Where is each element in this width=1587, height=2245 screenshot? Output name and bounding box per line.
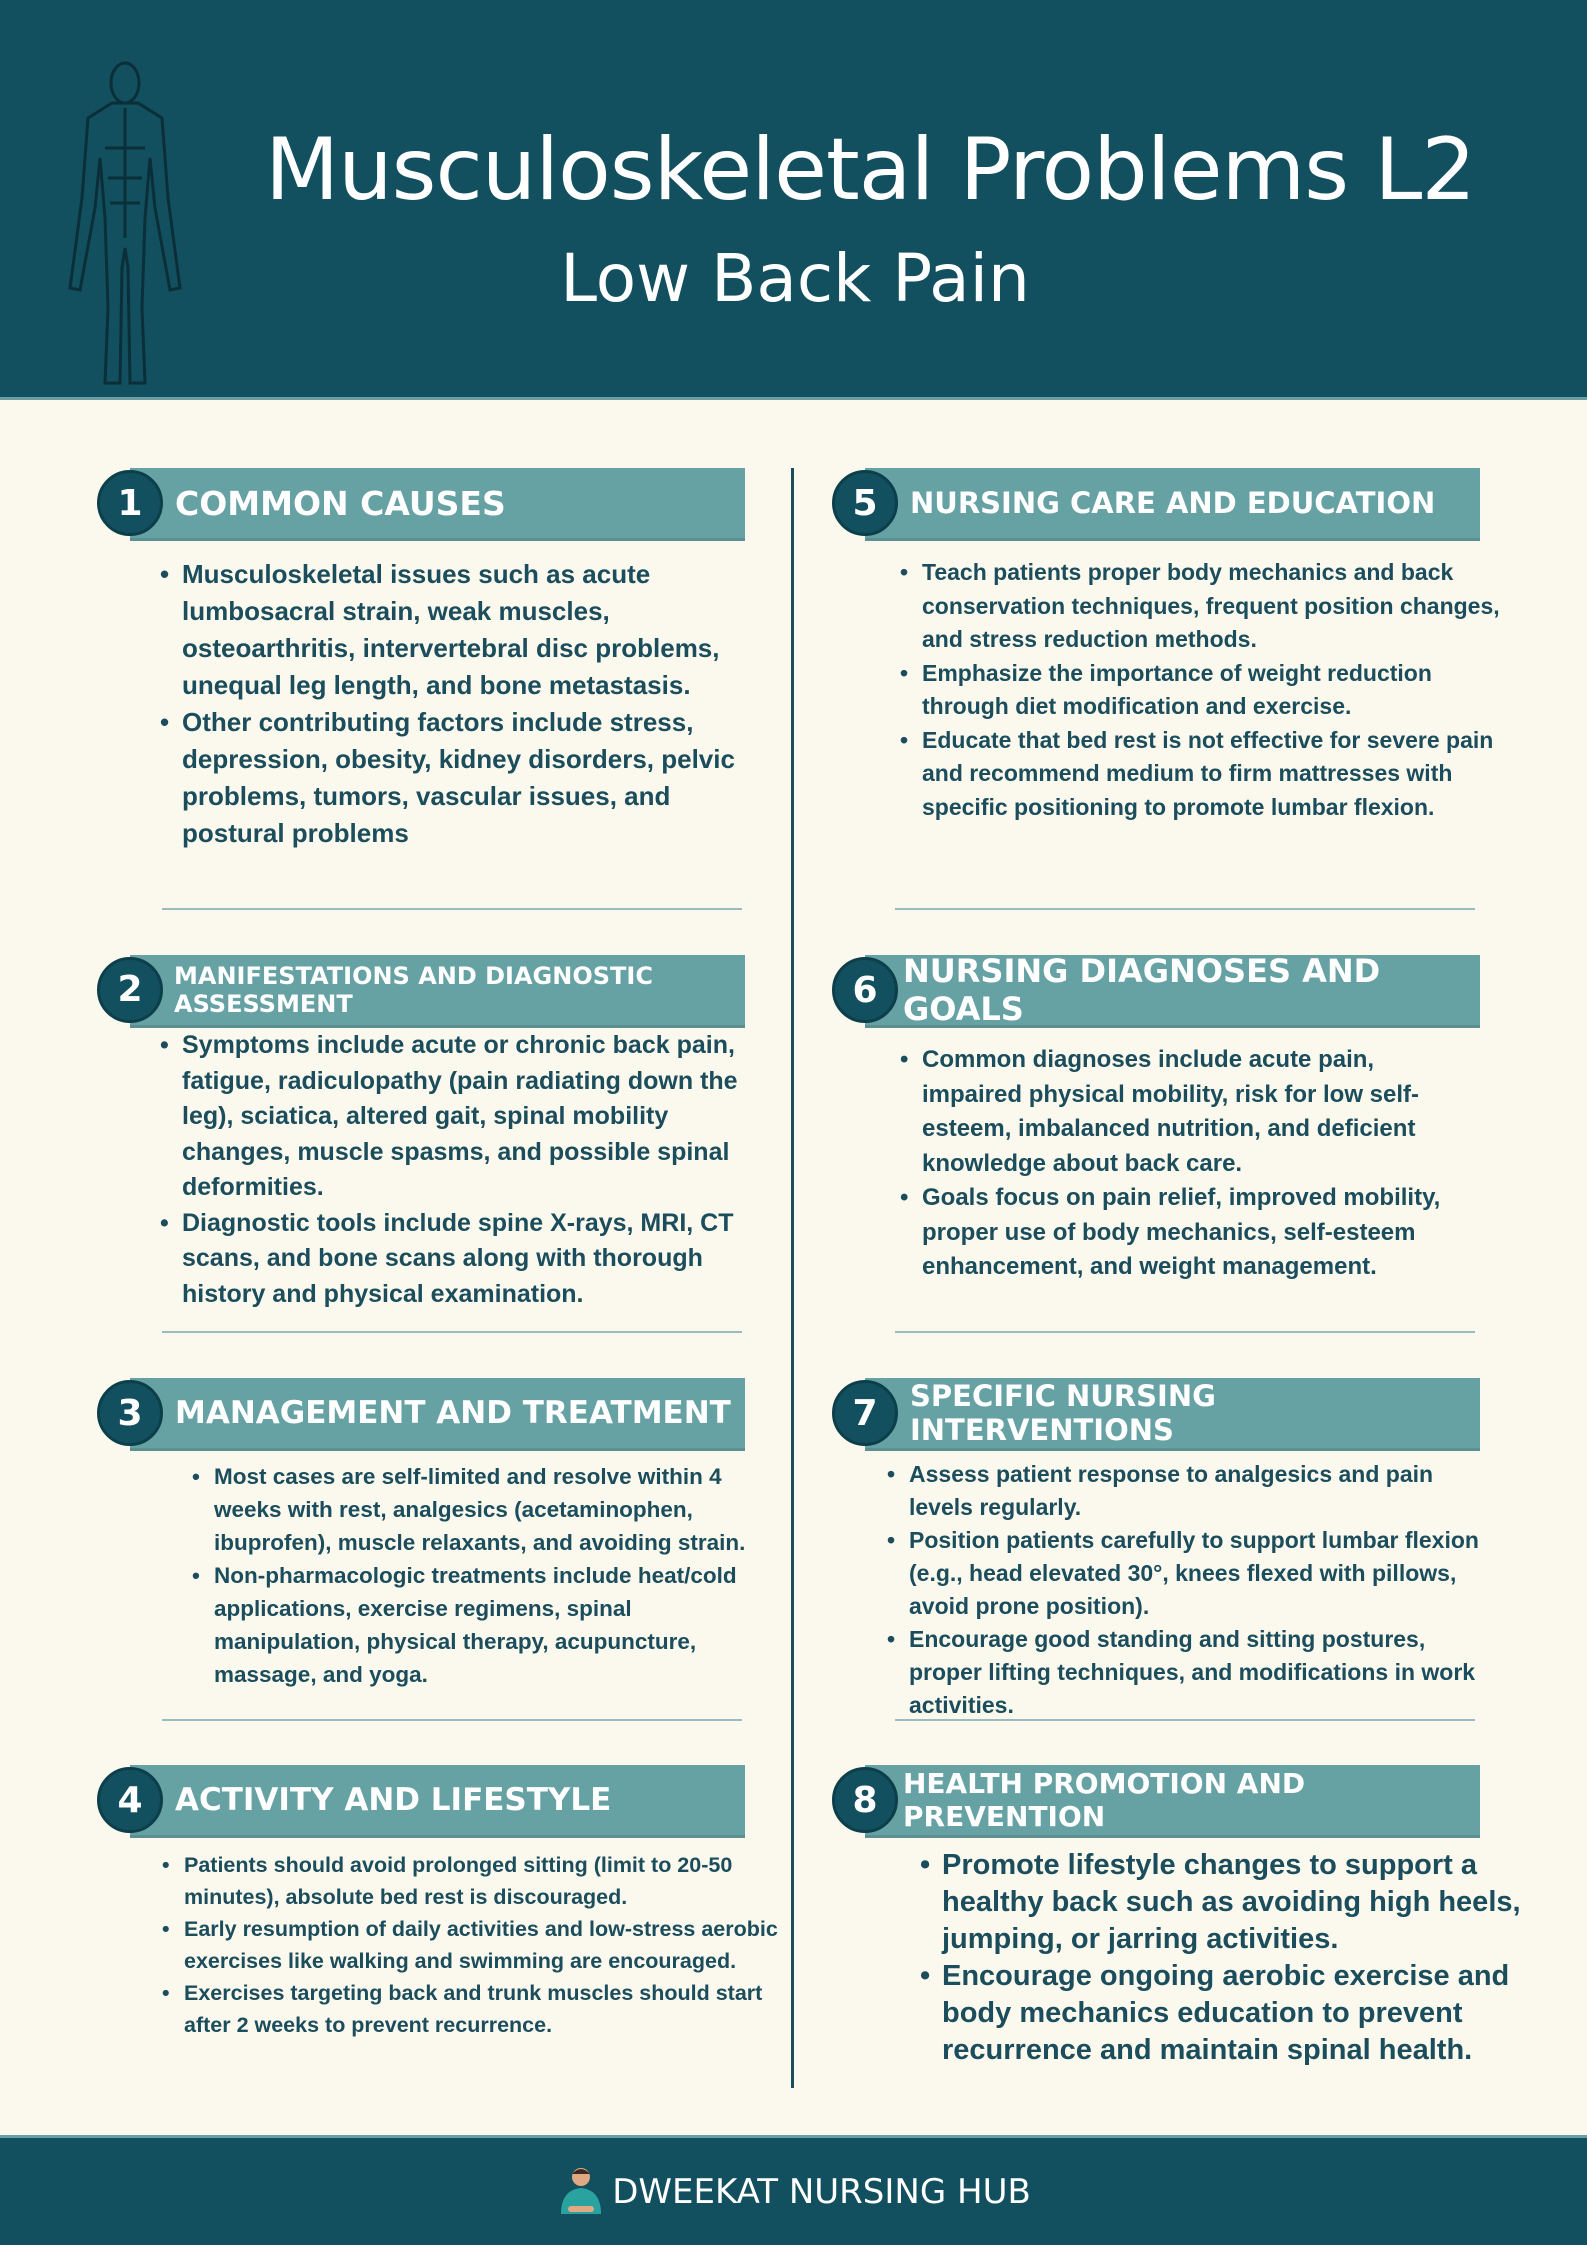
section-number: 8: [832, 1767, 898, 1833]
section-health-promotion: [835, 1765, 1521, 2066]
section-manifestations: [100, 955, 745, 1308]
section-diagnoses: [835, 952, 1480, 1280]
list-item: • Encourage ongoing aerobic exercise and body mechanics education to prevent recurrence and maintain spinal health.: [920, 1958, 1540, 2069]
section-header: [852, 952, 1480, 1028]
section-number: 3: [97, 1380, 163, 1446]
list-item: • Musculoskeletal issues such as acute lumbosacral strain, weak muscles, osteoarthritis, intervertebral disc problems, unequal leg length, and bone metastasis.: [160, 556, 750, 704]
anatomy-figure-icon: [50, 58, 200, 393]
divider: [162, 908, 742, 910]
list-item: • Encourage good standing and sitting postures, proper lifting techniques, and modifications in work activities.: [887, 1623, 1497, 1722]
brand-name: DWEEKAT NURSING HUB: [612, 2171, 1031, 2212]
section-title: NURSING DIAGNOSES AND GOALS: [903, 952, 1381, 1028]
divider: [895, 908, 1475, 910]
list-item: • Assess patient response to analgesics and pain levels regularly.: [887, 1458, 1497, 1524]
list-item: • Patients should avoid prolonged sitting (limit to 20-50 minutes), absolute bed rest is discouraged.: [162, 1849, 792, 1913]
list-item: • Common diagnoses include acute pain, impaired physical mobility, risk for low self-esteem, imbalanced nutrition, and deficient knowledge about back care.: [900, 1043, 1460, 1181]
divider: [895, 1719, 1475, 1721]
page-subtitle: Low Back Pain: [560, 240, 1030, 317]
section-title: MANIFESTATIONS AND DIAGNOSTIC ASSESSMENT: [174, 962, 653, 1018]
list-item: • Symptoms include acute or chronic back pain, fatigue, radiculopathy (pain radiating down the leg), sciatica, altered gait, spinal mobility changes, muscle spasms, and possible spinal deformities.: [160, 1028, 760, 1206]
section-common-causes: [100, 468, 745, 848]
section-number: 7: [832, 1380, 898, 1446]
section-number: 4: [97, 1767, 163, 1833]
footer: [0, 2135, 1587, 2245]
section-title: SPECIFIC NURSING INTERVENTIONS: [910, 1379, 1216, 1447]
list-item: • Non-pharmacologic treatments include heat/cold applications, exercise regimens, spinal manipulation, physical therapy, acupuncture, massage, and yoga.: [192, 1559, 772, 1691]
list-item: • Teach patients proper body mechanics and back conservation techniques, frequent position changes, and stress reduction methods.: [900, 556, 1500, 657]
section-title: NURSING CARE AND EDUCATION: [910, 486, 1436, 520]
header-banner: [0, 0, 1587, 400]
list-item: • Early resumption of daily activities and low-stress aerobic exercises like walking and swimming are encouraged.: [162, 1913, 792, 1977]
section-header: [117, 955, 745, 1025]
section-header: [117, 1765, 745, 1835]
section-title: HEALTH PROMOTION AND PREVENTION: [903, 1767, 1306, 1833]
list-item: • Other contributing factors include stress, depression, obesity, kidney disorders, pelvic problems, tumors, vascular issues, and postural problems: [160, 704, 750, 852]
column-divider: [791, 468, 794, 2088]
section-interventions: [835, 1378, 1480, 1718]
page-title: Musculoskeletal Problems L2: [264, 120, 1476, 220]
section-management: [100, 1378, 746, 1687]
list-item: • Emphasize the importance of weight reduction through diet modification and exercise.: [900, 657, 1500, 724]
section-nursing-care: [835, 468, 1500, 820]
nurse-avatar-icon: [556, 2164, 606, 2219]
list-item: • Most cases are self-limited and resolve within 4 weeks with rest, analgesics (acetaminophen, ibuprofen), muscle relaxants, and avoiding strain.: [192, 1460, 772, 1559]
section-header: [852, 468, 1480, 538]
section-header: [117, 1378, 745, 1448]
divider: [162, 1719, 742, 1721]
section-title: MANAGEMENT AND TREATMENT: [175, 1395, 731, 1431]
section-number: 5: [832, 470, 898, 536]
divider: [895, 1331, 1475, 1333]
list-item: • Promote lifestyle changes to support a healthy back such as avoiding high heels, jumping, or jarring activities.: [920, 1847, 1540, 1958]
list-item: • Exercises targeting back and trunk muscles should start after 2 weeks to prevent recurrence.: [162, 1977, 792, 2041]
list-item: • Educate that bed rest is not effective for severe pain and recommend medium to firm mattresses with specific positioning to promote lumbar flexion.: [900, 724, 1500, 825]
section-header: [852, 1378, 1480, 1448]
list-item: • Diagnostic tools include spine X-rays, MRI, CT scans, and bone scans along with thorough history and physical examination.: [160, 1206, 760, 1313]
section-header: [117, 468, 745, 538]
section-number: 6: [832, 957, 898, 1023]
list-item: • Goals focus on pain relief, improved mobility, proper use of body mechanics, self-esteem enhancement, and weight management.: [900, 1181, 1460, 1285]
section-title: COMMON CAUSES: [175, 483, 506, 523]
section-number: 2: [97, 957, 163, 1023]
list-item: • Position patients carefully to support lumbar flexion (e.g., head elevated 30°, knees flexed with pillows, avoid prone position).: [887, 1524, 1497, 1623]
section-title: ACTIVITY AND LIFESTYLE: [175, 1782, 612, 1818]
section-number: 1: [97, 470, 163, 536]
divider: [162, 1331, 742, 1333]
section-activity: [100, 1765, 778, 2037]
section-header: [852, 1765, 1480, 1835]
